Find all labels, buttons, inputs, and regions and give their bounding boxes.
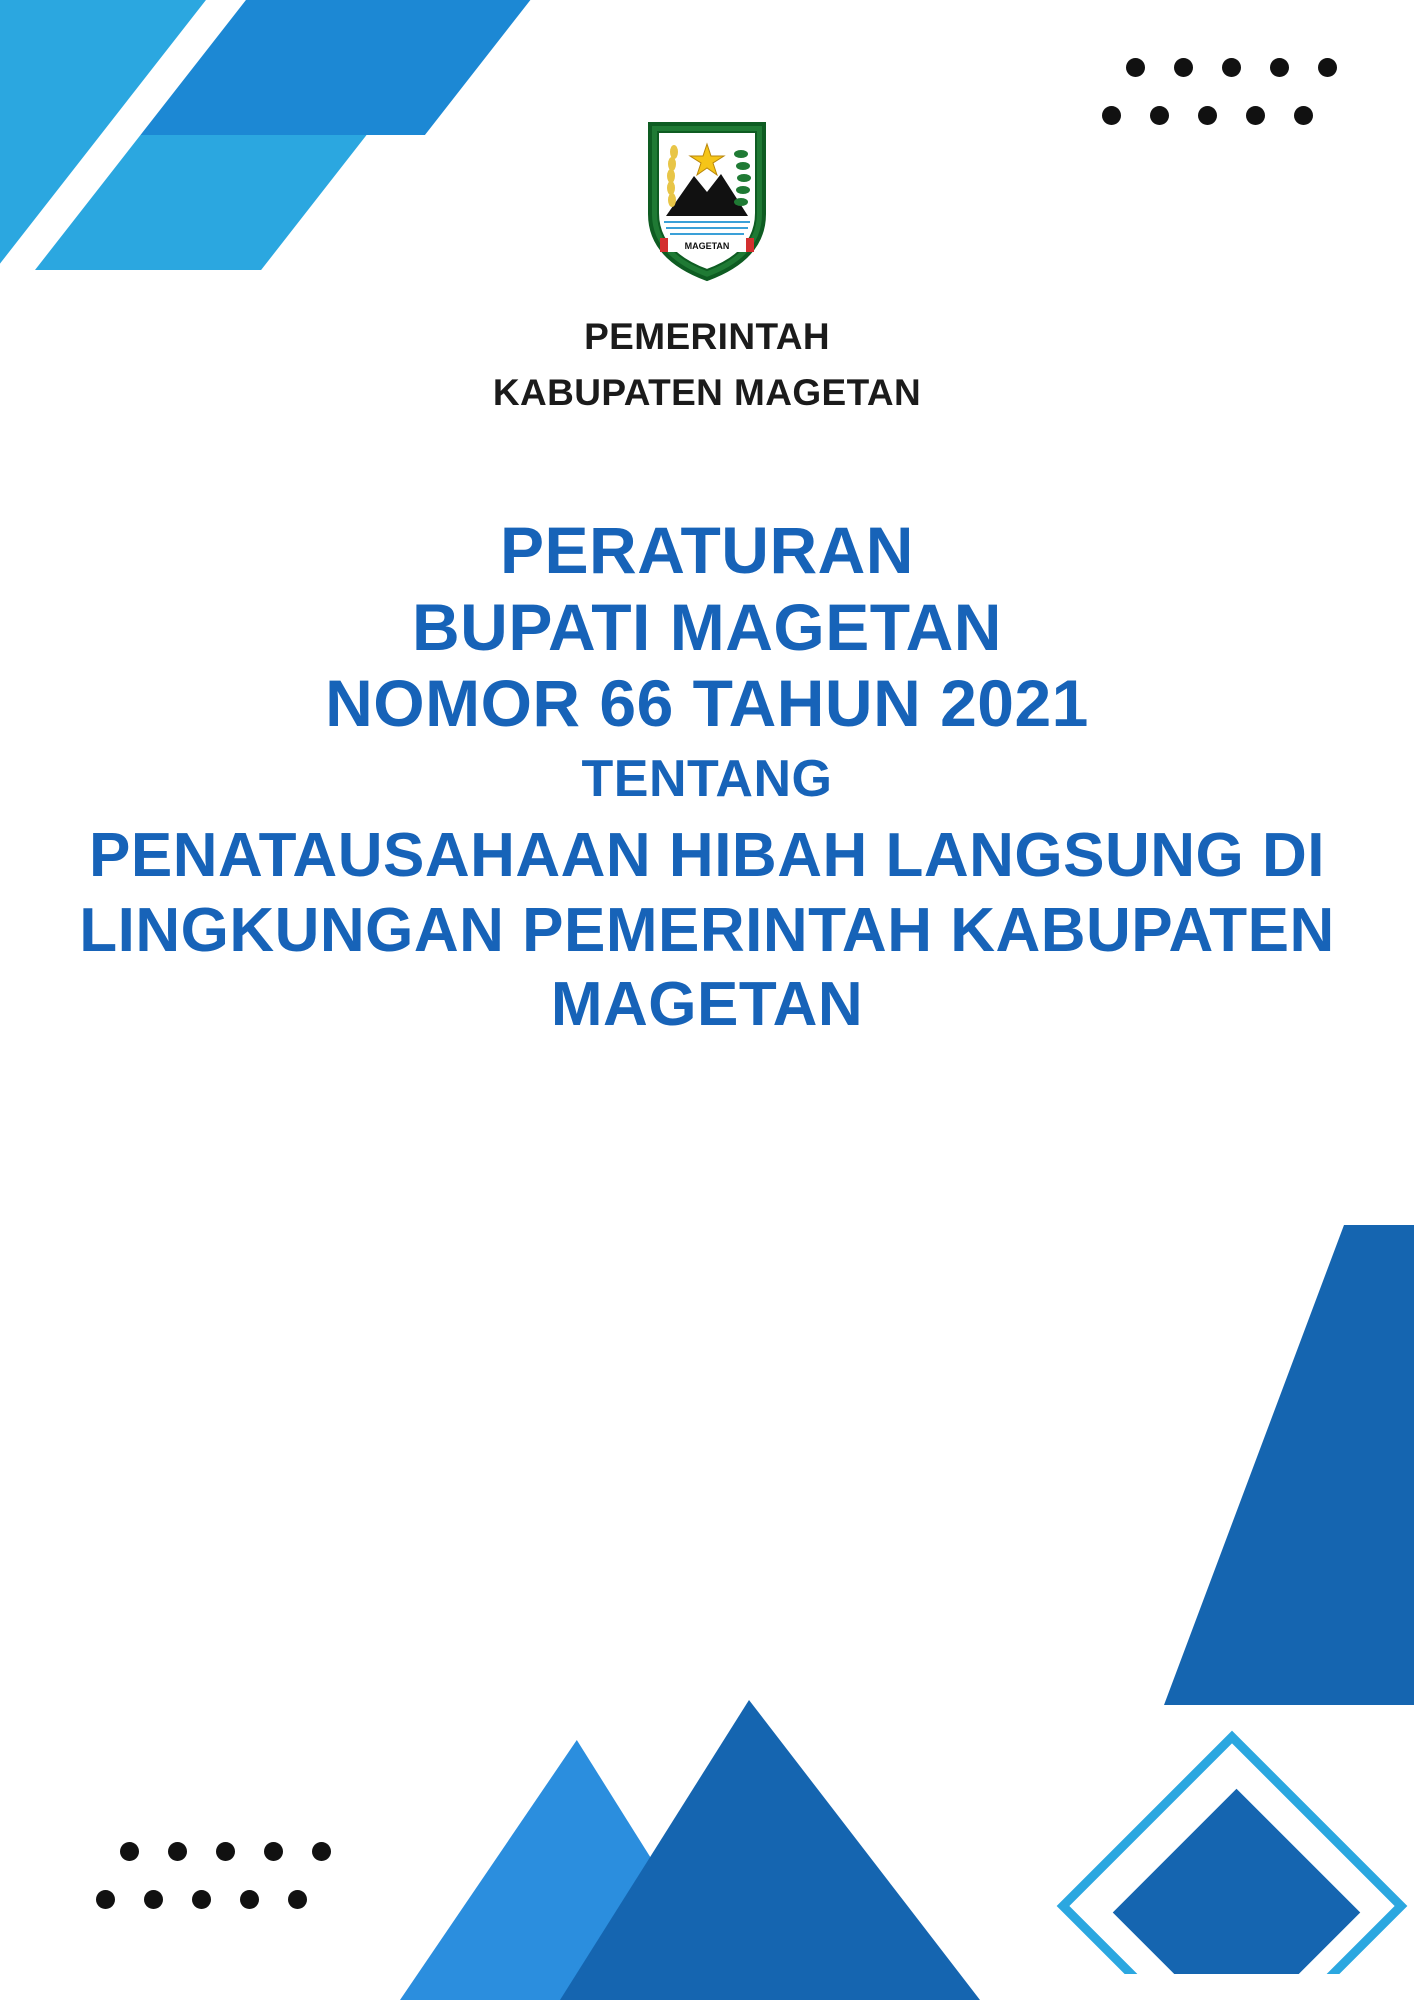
right-blue-triangle <box>1164 1225 1414 1705</box>
government-heading-line1: PEMERINTAH <box>584 316 830 357</box>
bottom-dark-blue-triangle <box>560 1700 980 2000</box>
dot <box>1318 58 1337 77</box>
dot <box>96 1890 115 1909</box>
magetan-coat-of-arms-icon <box>646 118 768 283</box>
dot <box>1174 58 1193 77</box>
title-line-nomor: NOMOR 66 TAHUN 2021 <box>325 666 1089 741</box>
document-title-block <box>0 512 1414 1042</box>
dot <box>264 1842 283 1861</box>
title-line-bupati: BUPATI MAGETAN <box>412 589 1002 664</box>
dot <box>288 1890 307 1909</box>
bottom-right-mask <box>1084 1974 1414 2000</box>
bottom-light-blue-triangle <box>400 1740 740 2000</box>
dot <box>144 1890 163 1909</box>
dot <box>120 1842 139 1861</box>
government-heading-line2: KABUPATEN MAGETAN <box>492 371 922 413</box>
bottom-left-dot-grid <box>120 1842 360 1938</box>
dot <box>240 1890 259 1909</box>
bottom-right-diamond-outline <box>1057 1731 1408 2000</box>
svg-text:MAGETAN: MAGETAN <box>684 241 730 251</box>
dot <box>192 1890 211 1909</box>
bottom-right-diamond-fill <box>1113 1789 1360 2000</box>
dot <box>216 1842 235 1861</box>
cover-content <box>0 118 1414 1042</box>
dot <box>1222 58 1241 77</box>
dot <box>1270 58 1289 77</box>
dot <box>1126 58 1145 77</box>
title-connector-tentang: TENTANG <box>581 749 833 808</box>
dot <box>168 1842 187 1861</box>
dot <box>312 1842 331 1861</box>
top-left-dark-blue-band <box>125 0 585 135</box>
title-subject: PENATAUSAHAAN HIBAH LANGSUNG DI LINGKUNGAN PEMERINTAH KABUPATEN MAGETAN <box>79 821 1335 1040</box>
government-heading <box>0 309 1414 420</box>
title-line-peraturan: PERATURAN <box>500 513 914 587</box>
